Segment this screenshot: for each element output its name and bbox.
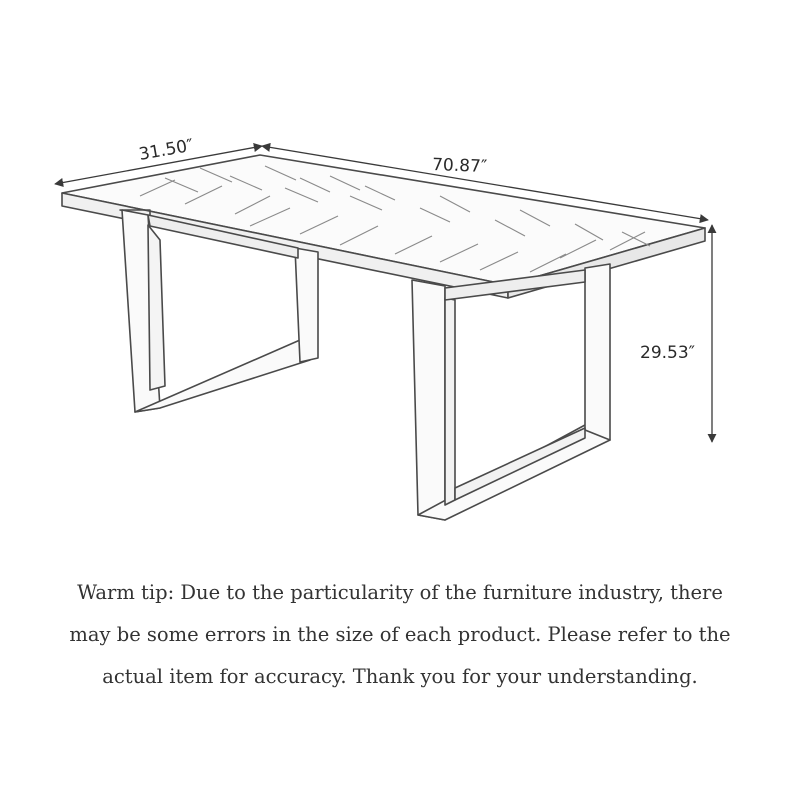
depth-label: 31.50″	[137, 135, 196, 165]
right-leg	[412, 264, 610, 520]
warm-tip-line-2: may be some errors in the size of each product. Please refer to the	[69, 623, 731, 646]
height-label: 29.53″	[640, 343, 696, 363]
warm-tip-line-3: actual item for accuracy. Thank you for your understanding.	[102, 665, 698, 688]
length-label: 70.87″	[431, 155, 488, 177]
warm-tip-line-1: Warm tip: Due to the particularity of the furniture industry, there	[77, 581, 723, 604]
warm-tip-text	[20, 572, 780, 698]
